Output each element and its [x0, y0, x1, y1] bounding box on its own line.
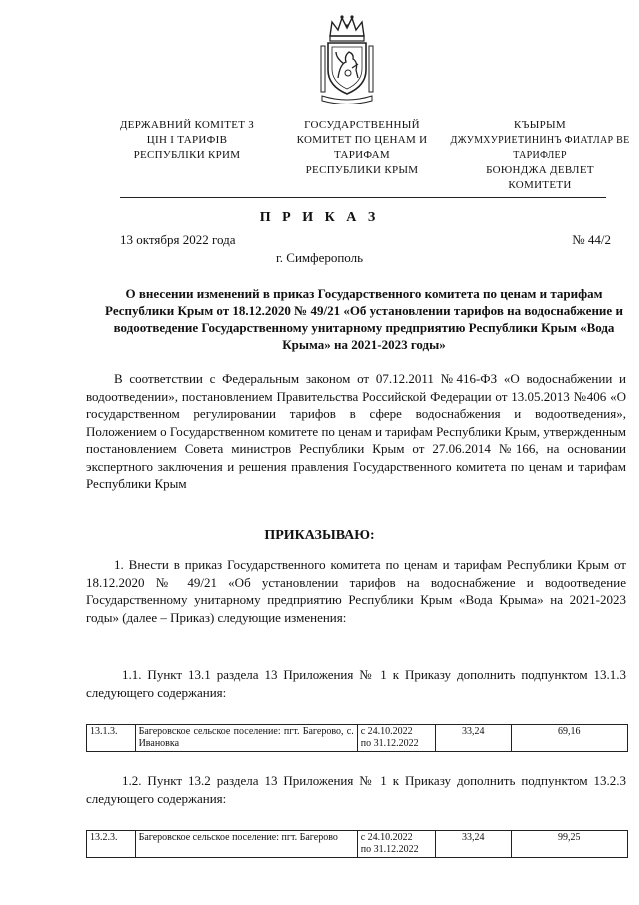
settlement-name: Багеровское сельское поселение: пгт. Багерово	[135, 831, 357, 858]
crimea-coat-of-arms-icon	[318, 12, 376, 104]
agency-crh-line-2: ДЖУМХУРИЕТИНИНЪ ФИАТЛАР ВЕ ТАРИФЛЕР	[450, 135, 630, 161]
agency-name-crimean-tatar	[450, 118, 630, 193]
agency-ukr-line-2: ЦІН І ТАРИФІВ	[146, 134, 228, 146]
tariff-value-2: 69,16	[511, 725, 627, 752]
settlement-name: Багеровское сельское поселение: пгт. Багерово, с. Ивановка	[135, 725, 357, 752]
tariff-value-2: 99,25	[511, 831, 627, 858]
agency-crh-line-4: КОМИТЕТИ	[508, 179, 572, 191]
period-to: по 31.12.2022	[360, 844, 419, 855]
document-title: П Р И К А З	[259, 210, 380, 225]
document-subject: О внесении изменений в приказ Государственного комитета по ценам и тарифам Республики Крым от 18.12.2020 № 49/21 «Об установлении тарифов на водоснабжение и водоотведение Государственному унитарному предприятию Республики Крым «Вода Крыма» на 2021-2023 годы»	[105, 286, 623, 352]
agency-rus-line-3: ТАРИФАМ	[334, 149, 390, 161]
period-from: с 24.10.2022	[360, 726, 413, 737]
intro-paragraph: В соответствии с Федеральным законом от 07.12.2011 №416-ФЗ «О водоснабжении и водоотведении», постановлением Правительства Российской Федерации от 13.05.2013 №406 «О государственном регулировании тарифов в сфере водоснабжения и водоотведения», Положением о Государственном комитете по ценам и тарифам Республики Крым, утвержденным постановлением Совета министров Республики Крым от 27.06.2014 №166, на основании экспертного заключения и решения правления Государственного комитета по ценам и тарифам Республики Крым	[86, 371, 626, 491]
tariff-table-13-1-3	[86, 724, 628, 752]
agency-rus-line-2: КОМИТЕТ ПО ЦЕНАМ И	[296, 134, 428, 146]
agency-ukr-line-1: ДЕРЖАВНИЙ КОМІТЕТ З	[119, 119, 255, 131]
table-row	[87, 831, 628, 858]
row-number: 13.1.3.	[87, 725, 136, 752]
agency-name-russian	[277, 118, 447, 178]
agency-name-ukrainian	[102, 118, 272, 163]
period-from: с 24.10.2022	[360, 832, 413, 843]
agency-ukr-line-3: РЕСПУБЛІКИ КРИМ	[133, 149, 241, 161]
tariff-value-1: 33,24	[435, 725, 511, 752]
agency-rus-line-4: РЕСПУБЛИКИ КРЫМ	[305, 164, 419, 176]
agency-crh-line-3: БОЮНДЖА ДЕВЛЕТ	[486, 164, 594, 176]
tariff-period	[357, 725, 435, 752]
period-to: по 31.12.2022	[360, 738, 419, 749]
order-heading: ПРИКАЗЫВАЮ:	[264, 528, 375, 543]
document-date: 13 октября 2022 года	[120, 232, 236, 247]
agency-crh-line-1: КЪЫРЫМ	[514, 119, 566, 131]
tariff-period	[357, 831, 435, 858]
item-1-1-paragraph: 1.1. Пункт 13.1 раздела 13 Приложения № 1 к Приказу дополнить подпунктом 13.1.3 следующего содержания:	[86, 667, 626, 700]
header-divider	[120, 197, 606, 198]
document-number: № 44/2	[572, 232, 611, 247]
document-city: г. Симферополь	[275, 250, 364, 265]
tariff-value-1: 33,24	[435, 831, 511, 858]
table-row	[87, 725, 628, 752]
agency-rus-line-1: ГОСУДАРСТВЕННЫЙ	[304, 119, 420, 131]
item-1-2-paragraph: 1.2. Пункт 13.2 раздела 13 Приложения № 1 к Приказу дополнить подпунктом 13.2.3 следующего содержания:	[86, 773, 626, 806]
tariff-table-13-2-3	[86, 830, 628, 858]
item-1-paragraph: 1. Внести в приказ Государственного комитета по ценам и тарифам Республики Крым от 18.12.2020 № 49/21 «Об установлении тарифов на водоснабжение и водоотведение Государственному унитарному предприятию Республики Крым «Вода Крыма» на 2021-2023 годы» (далее – Приказ) следующие изменения:	[86, 557, 626, 625]
row-number: 13.2.3.	[87, 831, 136, 858]
